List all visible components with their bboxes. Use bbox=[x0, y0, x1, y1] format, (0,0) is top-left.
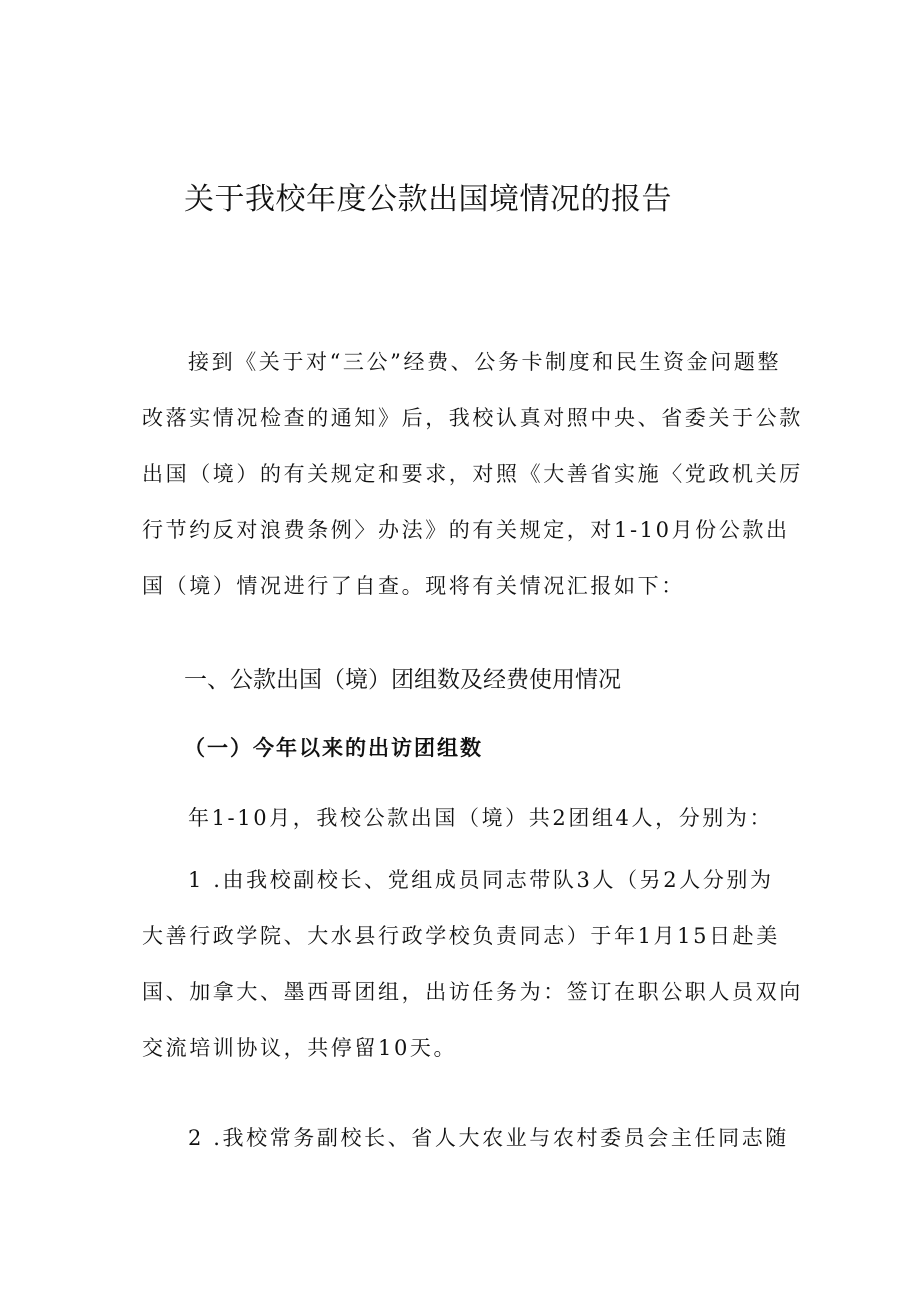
paragraph-line: 行节约反对浪费条例〉办法》的有关规定，对1-10月份公款出 bbox=[142, 518, 790, 542]
paragraph-line: 国（境）情况进行了自查。现将有关情况汇报如下： bbox=[142, 574, 685, 598]
summary-paragraph bbox=[142, 790, 782, 846]
paragraph-line: 改落实情况检查的通知》后，我校认真对照中央、省委关于公款 bbox=[142, 406, 803, 430]
paragraph-line: 交流培训协议，共停留10天。 bbox=[142, 1036, 458, 1060]
paragraph-line: 年1-10月，我校公款出国（境）共2团组4人，分别为： bbox=[188, 806, 774, 830]
paragraph-line: 2 .我校常务副校长、省人大农业与农村委员会主任同志随 bbox=[188, 1126, 789, 1150]
list-item-1 bbox=[142, 852, 803, 1076]
paragraph-line: 1 .由我校副校长、党组成员同志带队3人（另2人分别为 bbox=[188, 868, 774, 892]
document-title: 关于我校年度公款出国境情况的报告 bbox=[184, 182, 672, 217]
paragraph-line: 出国（境）的有关规定和要求，对照《大善省实施〈党政机关厉 bbox=[142, 462, 803, 486]
paragraph-line: 大善行政学院、大水县行政学校负责同志）于年1月15日赴美 bbox=[142, 924, 780, 948]
intro-paragraph bbox=[142, 334, 803, 614]
paragraph-line: 国、加拿大、墨西哥团组，出访任务为：签订在职公职人员双向 bbox=[142, 980, 803, 1004]
section-heading: 一、公款出国（境）团组数及经费使用情况 bbox=[184, 667, 621, 693]
paragraph-line: 接到《关于对“三公”经费、公务卡制度和民生资金问题整 bbox=[188, 350, 782, 374]
subsection-heading: （一）今年以来的出访团组数 bbox=[184, 735, 483, 760]
list-item-2 bbox=[142, 1110, 789, 1166]
